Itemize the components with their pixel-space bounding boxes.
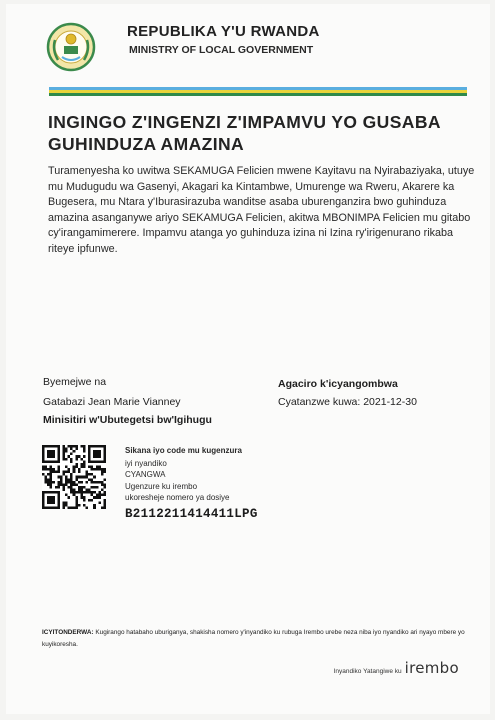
document-page	[6, 4, 490, 714]
qr-code-icon	[42, 445, 106, 509]
verify-line-3: Ugenzure ku irembo	[125, 481, 198, 491]
footer-text: Inyandiko Yatangiwe ku	[333, 668, 402, 675]
approved-by-label: Byemejwe na	[43, 376, 107, 388]
validity-label: Agaciro k'icyangombwa	[278, 378, 398, 390]
rwanda-coat-of-arms-icon	[46, 22, 96, 72]
verification-block	[125, 445, 258, 520]
document-title: INGINGO Z'INGENZI Z'IMPAMVU YO GUSABA GUHINDUZA AMAZINA	[48, 112, 441, 154]
document-body: Turamenyesha ko uwitwa SEKAMUGA Felicien mwene Kayitavu na Nyirabaziyaka, utuye mu Mudugudu wa Gasenyi, Akagari ka Kintambwe, Umurenge wa Rweru, Akarere ka Bugesera, mu Ntara y'Iburasirazuba wanditse asaba uburenganzira bwo guhinduza amazina asanganywe ariyo SEKAMUGA Felicien, akitwa MBONIMPA Felicien mu gitabo cy'irangamimerere. Impamvu atanga yo guhinduza izina ni Izina ry'irigenurano rikaba riteye ipfunwe.	[48, 165, 475, 255]
verify-line-4: ukoresheje nomero ya dosiye	[125, 493, 230, 502]
notice-text: Kugirango hatabaho uburiganya, shakisha nomero y'inyandiko ku rubuga Irembo urebe neza niba iyo nyandiko ari nyayo mbere yo kuyikoresha.	[42, 629, 465, 648]
scan-instruction: Sikana iyo code mu kugenzura	[125, 446, 242, 455]
notice-label: ICYITONDERWA:	[42, 629, 94, 636]
validity-block	[278, 378, 417, 408]
verify-line-2: CYANGWA	[125, 470, 166, 479]
ministry-name: MINISTRY OF LOCAL GOVERNMENT	[129, 44, 314, 56]
issue-date: Cyatanzwe kuwa: 2021-12-30	[278, 396, 417, 408]
flag-color-band	[49, 87, 467, 96]
signatory-role: Minisitiri w'Ubutegetsi bw'Igihugu	[43, 414, 212, 426]
verify-line-1: iyi nyandiko	[125, 458, 167, 468]
signatory-name: Gatabazi Jean Marie Vianney	[43, 396, 181, 408]
signature-block	[43, 376, 212, 426]
file-number: B2112211414411LPG	[125, 506, 258, 521]
irembo-logo: irembo	[404, 659, 459, 677]
flag-stripe-green	[49, 93, 467, 96]
republic-title: REPUBLIKA Y'U RWANDA	[127, 23, 320, 40]
footer	[334, 659, 459, 677]
notice	[42, 627, 474, 651]
